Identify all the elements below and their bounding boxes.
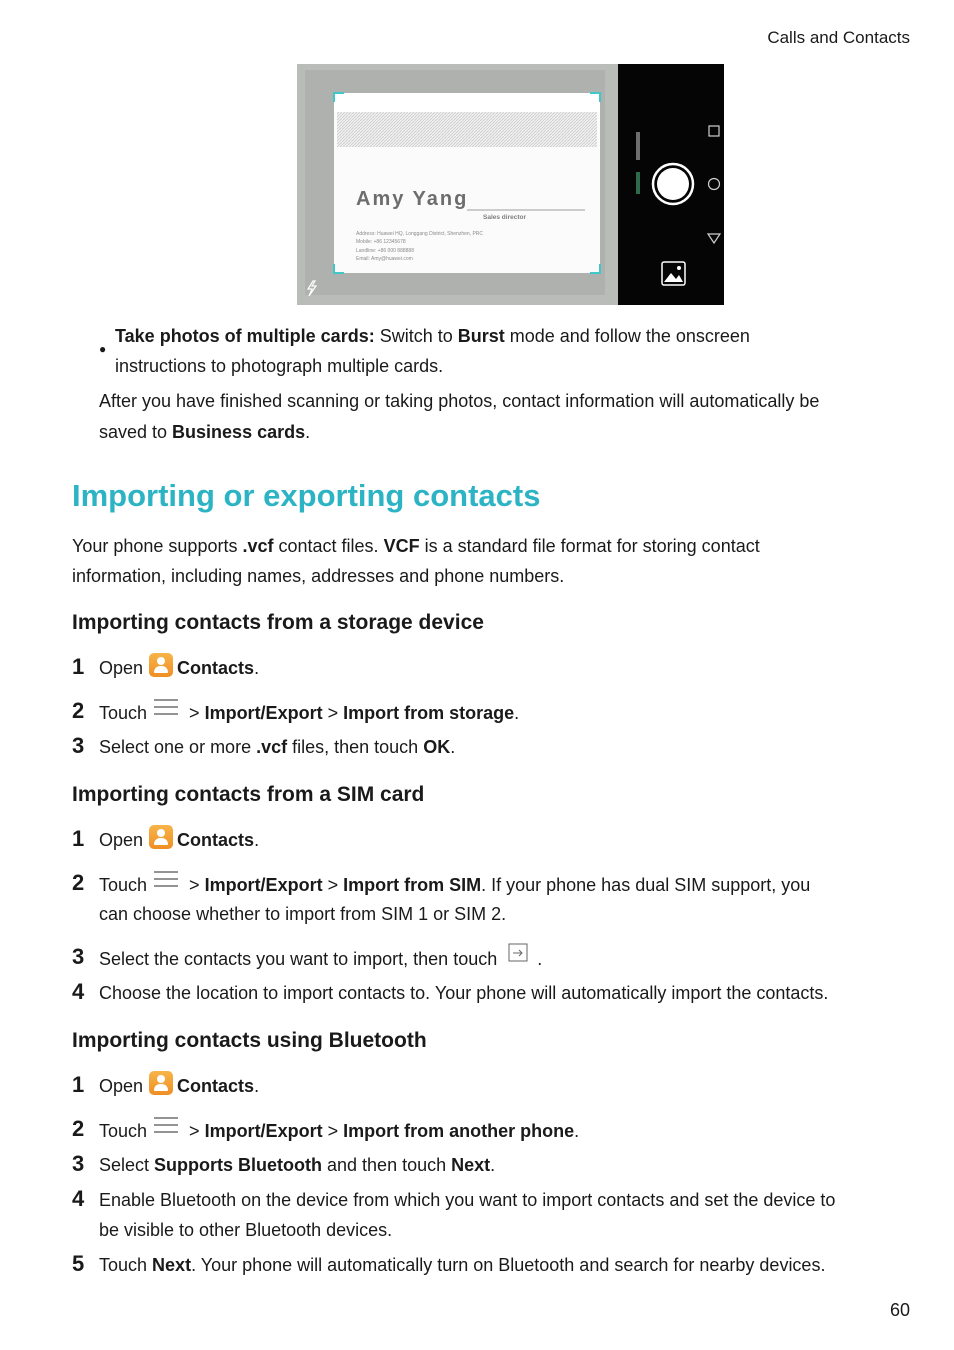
contacts-term: Contacts (177, 830, 255, 850)
step-number: 5 (72, 1251, 85, 1276)
bullet-line-1 (115, 321, 750, 351)
text: . (537, 949, 543, 969)
bullet-icon: ● (99, 342, 107, 356)
card-title: Sales director (483, 214, 526, 221)
intro-line-2: information, including names, addresses and phone numbers. (72, 566, 565, 586)
text: saved to (99, 422, 173, 442)
text: > (322, 1121, 344, 1141)
step-number: 2 (72, 870, 85, 895)
text: . Your phone will automatically turn on Bluetooth and search for nearby devices. (191, 1255, 826, 1275)
text: files, then touch (287, 737, 424, 757)
text: . (574, 1121, 580, 1141)
step-number: 1 (72, 1072, 85, 1097)
burst-mode-term: Burst (457, 326, 505, 346)
text: > (189, 1121, 205, 1141)
menu-icon (153, 697, 179, 717)
step-number: 3 (72, 944, 85, 969)
text: Select the contacts you want to import, then touch (99, 949, 498, 969)
contacts-term: Contacts (177, 658, 255, 678)
contacts-term: Contacts (177, 1076, 255, 1096)
card-name: Amy Yang (356, 188, 469, 210)
import-from-another-phone-term: Import from another phone (343, 1121, 575, 1141)
text: > (189, 875, 205, 895)
text: . (305, 422, 311, 442)
sim-step-2-line-1 (99, 869, 899, 900)
text: Open (99, 830, 144, 850)
import-icon (507, 943, 529, 963)
bullet-text: mode and follow the onscreen (504, 326, 750, 346)
bt-step-4-line-2: be visible to other Bluetooth devices. (99, 1220, 393, 1240)
text: Touch (99, 1121, 148, 1141)
page-header: Calls and Contacts (767, 28, 910, 47)
text: > (322, 703, 344, 723)
text: . (254, 830, 260, 850)
vcf-term: .vcf (256, 737, 288, 757)
card-line-3: Landline: +86 000 888888 (356, 248, 414, 254)
text: . (490, 1155, 496, 1175)
bt-step-2 (99, 1115, 899, 1146)
subsection-title-storage: Importing contacts from a storage device (72, 611, 484, 634)
text: . (514, 703, 520, 723)
sim-step-2-line-2: can choose whether to import from SIM 1 or SIM 2. (99, 904, 507, 924)
import-export-term: Import/Export (204, 1121, 323, 1141)
page-number: 60 (889, 1300, 910, 1320)
storage-step-2 (99, 697, 899, 728)
contacts-app-icon (149, 1071, 173, 1095)
intro-line-1 (72, 531, 760, 561)
step-number: 1 (72, 826, 85, 851)
storage-step-1 (99, 653, 899, 683)
after-paragraph-line-1: After you have finished scanning or taking photos, contact information will automatically be (99, 391, 820, 411)
bullet-line-2: instructions to photograph multiple cards. (115, 356, 444, 376)
after-paragraph-line-2 (99, 417, 310, 447)
import-export-term: Import/Export (204, 875, 323, 895)
text: . If your phone has dual SIM support, you (481, 875, 811, 895)
bt-step-3 (99, 1150, 899, 1180)
text: Touch (99, 1255, 153, 1275)
text: contact files. (273, 536, 384, 556)
card-line-1: Address: Huawei HQ, Longgang District, Shenzhen, PRC (356, 231, 484, 237)
text: is a standard file format for storing contact (419, 536, 760, 556)
step-number: 2 (72, 1116, 85, 1141)
business-cards-term: Business cards (172, 422, 306, 442)
bt-step-5 (99, 1250, 899, 1280)
step-number: 4 (72, 1186, 85, 1211)
text: Open (99, 658, 144, 678)
contacts-app-icon (149, 653, 173, 677)
business-card-camera-screenshot (297, 64, 724, 305)
step-number: 3 (72, 1151, 85, 1176)
bullet-label: Take photos of multiple cards: (115, 326, 375, 346)
contacts-app-icon (149, 825, 173, 849)
text: > (322, 875, 344, 895)
import-export-term: Import/Export (204, 703, 323, 723)
text: and then touch (322, 1155, 452, 1175)
text: Touch (99, 703, 148, 723)
bt-step-4-line-1: Enable Bluetooth on the device from which you want to import contacts and set the device to (99, 1190, 836, 1210)
next-term: Next (152, 1255, 192, 1275)
text: Select (99, 1155, 155, 1175)
text: . (254, 1076, 260, 1096)
menu-icon (153, 869, 179, 889)
subsection-title-sim: Importing contacts from a SIM card (72, 783, 425, 806)
sim-step-3 (99, 943, 899, 974)
card-line-2: Mobile: +86 12345678 (356, 239, 406, 245)
bt-step-1 (99, 1071, 899, 1101)
storage-step-3 (99, 732, 899, 762)
text: . (254, 658, 260, 678)
sim-step-1 (99, 825, 899, 855)
text: Touch (99, 875, 148, 895)
vcf-term: VCF (383, 536, 420, 556)
bullet-text: Switch to (374, 326, 458, 346)
text: Select one or more (99, 737, 257, 757)
text: Your phone supports (72, 536, 243, 556)
ok-term: OK (423, 737, 451, 757)
menu-icon (153, 1115, 179, 1135)
text: > (189, 703, 205, 723)
supports-bluetooth-term: Supports Bluetooth (154, 1155, 323, 1175)
step-number: 2 (72, 698, 85, 723)
vcf-term: .vcf (242, 536, 274, 556)
sim-step-4: Choose the location to import contacts to. Your phone will automatically import the contacts. (99, 983, 829, 1003)
next-term: Next (451, 1155, 491, 1175)
step-number: 1 (72, 654, 85, 679)
card-line-4: Email: Amy@huawei.com (356, 256, 413, 262)
text: . (450, 737, 456, 757)
subsection-title-bluetooth: Importing contacts using Bluetooth (72, 1029, 427, 1052)
step-number: 4 (72, 979, 85, 1004)
import-from-sim-term: Import from SIM (343, 875, 482, 895)
text: Open (99, 1076, 144, 1096)
import-from-storage-term: Import from storage (343, 703, 515, 723)
section-title: Importing or exporting contacts (72, 478, 541, 513)
step-number: 3 (72, 733, 85, 758)
